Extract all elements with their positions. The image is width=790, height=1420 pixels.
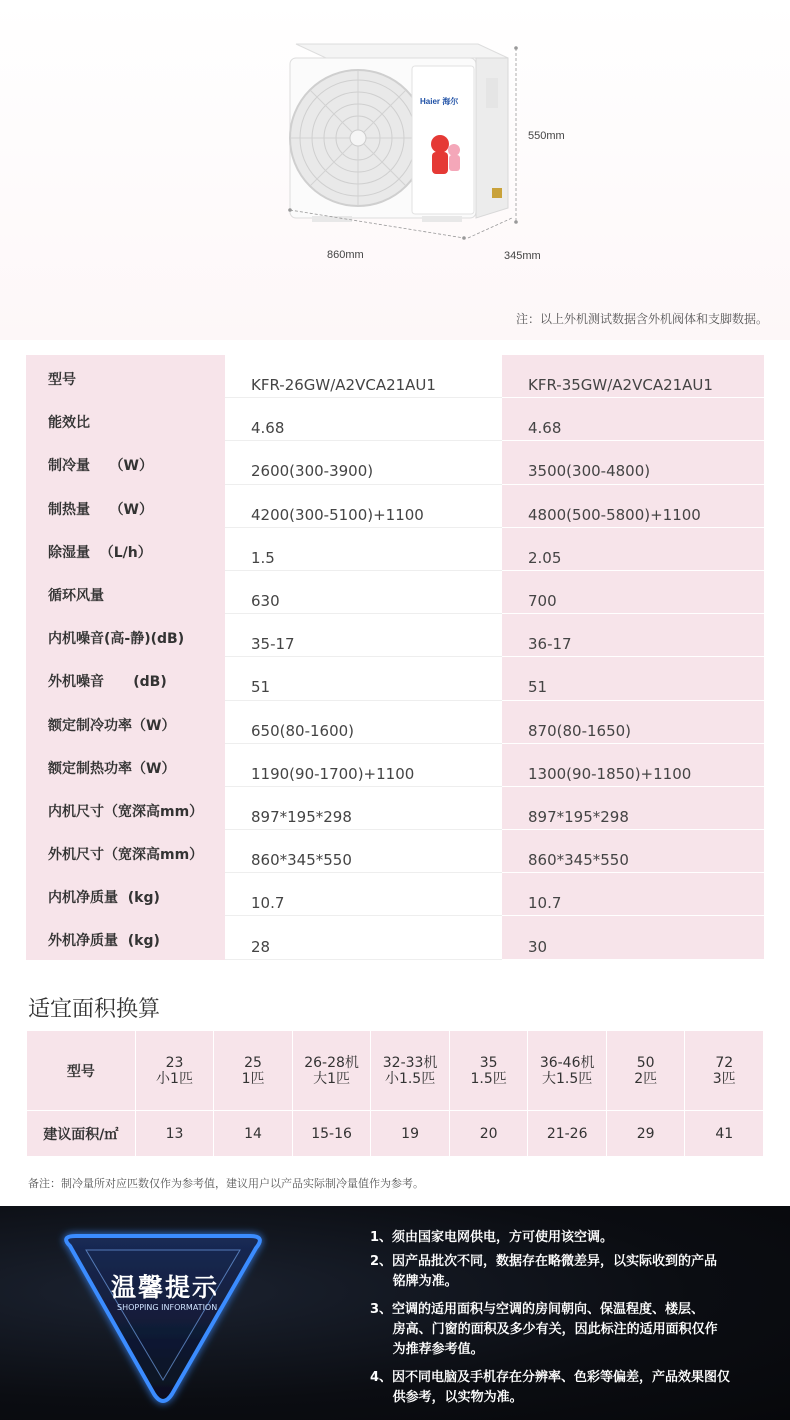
spec-value-model-a: 630	[225, 571, 502, 614]
spec-row	[26, 571, 764, 614]
spec-value-model-b: 4.68	[502, 398, 764, 441]
spec-value-model-b: KFR-35GW/A2VCA21AU1	[502, 355, 764, 398]
spec-value-model-b: 30	[502, 916, 764, 959]
spec-row	[26, 701, 764, 744]
area-value-cell: 21-26	[528, 1111, 607, 1157]
spec-value-model-a: 35-17	[225, 614, 502, 657]
spec-row	[26, 830, 764, 873]
spec-row	[26, 744, 764, 787]
spec-value-model-a: KFR-26GW/A2VCA21AU1	[225, 355, 502, 398]
spec-value-model-a: 1.5	[225, 528, 502, 571]
dim-height: 550mm	[528, 130, 565, 142]
spec-value-model-a: 1190(90-1700)+1100	[225, 744, 502, 787]
area-value-cell: 20	[449, 1111, 528, 1157]
spec-label: 除湿量 （L/h）	[26, 528, 225, 571]
spec-value-model-b: 860*345*550	[502, 830, 764, 873]
spec-label: 能效比	[26, 398, 225, 441]
spec-row	[26, 398, 764, 441]
spec-row	[26, 614, 764, 657]
tip-item: 2、因产品批次不同，数据存在略微差异，以实际收到的产品 铭牌为准。	[370, 1254, 718, 1289]
spec-label: 内机尺寸（宽深高mm）	[26, 787, 225, 830]
spec-value-model-b: 3500(300-4800)	[502, 441, 764, 484]
area-row-label: 型号	[27, 1031, 136, 1111]
tip-item: 1、须由国家电网供电，方可使用该空调。	[370, 1230, 614, 1245]
spec-value-model-b: 36-17	[502, 614, 764, 657]
spec-value-model-a: 4200(300-5100)+1100	[225, 485, 502, 528]
area-model-cell: 72 3匹	[685, 1031, 764, 1111]
spec-label: 循环风量	[26, 571, 225, 614]
spec-row	[26, 441, 764, 484]
area-value-cell: 15-16	[292, 1111, 371, 1157]
hero-note: 注：以上外机测试数据含外机阀体和支脚数据。	[515, 312, 768, 326]
area-model-cell: 50 2匹	[606, 1031, 685, 1111]
spec-label: 外机尺寸（宽深高mm）	[26, 830, 225, 873]
area-row-size	[27, 1111, 764, 1157]
spec-value-model-a: 2600(300-3900)	[225, 441, 502, 484]
spec-value-model-a: 650(80-1600)	[225, 701, 502, 744]
spec-label: 内机噪音(高-静)(dB)	[26, 614, 225, 657]
tips-title: 温馨提示	[111, 1273, 220, 1302]
spec-value-model-b: 10.7	[502, 873, 764, 916]
spec-value-model-b: 870(80-1650)	[502, 701, 764, 744]
spec-value-model-b: 700	[502, 571, 764, 614]
warm-tips-banner	[0, 1206, 790, 1420]
spec-value-model-a: 51	[225, 657, 502, 700]
spec-value-model-b: 897*195*298	[502, 787, 764, 830]
area-value-cell: 14	[214, 1111, 293, 1157]
spec-row	[26, 528, 764, 571]
spec-row	[26, 916, 764, 959]
spec-row	[26, 787, 764, 830]
spec-row	[26, 873, 764, 916]
area-table	[26, 1030, 764, 1157]
spec-label: 制热量 （W）	[26, 485, 225, 528]
spec-value-model-b: 4800(500-5800)+1100	[502, 485, 764, 528]
dimension-lines	[0, 0, 790, 300]
area-note: 备注：制冷量所对应匹数仅作为参考值，建议用户以产品实际制冷量值作为参考。	[28, 1177, 424, 1190]
spec-label: 外机净质量 (kg)	[26, 916, 225, 959]
spec-label: 内机净质量 (kg)	[26, 873, 225, 916]
spec-label: 外机噪音 (dB)	[26, 657, 225, 700]
area-value-cell: 13	[135, 1111, 214, 1157]
area-model-cell: 32-33机 小1.5匹	[371, 1031, 450, 1111]
area-row-label: 建议面积/㎡	[27, 1111, 136, 1157]
dim-depth: 345mm	[504, 250, 541, 262]
area-model-cell: 26-28机 大1匹	[292, 1031, 371, 1111]
spec-value-model-a: 897*195*298	[225, 787, 502, 830]
spec-value-model-b: 1300(90-1850)+1100	[502, 744, 764, 787]
tips-subtitle: SHOPPING INFORMATION	[117, 1303, 218, 1312]
tip-item: 3、空调的适用面积与空调的房间朝向、保温程度、楼层、 房高、门窗的面积及多少有关，因此标注的适用面积仅作 为推荐参考值。	[370, 1302, 718, 1357]
area-model-cell: 25 1匹	[214, 1031, 293, 1111]
spec-value-model-a: 860*345*550	[225, 830, 502, 873]
spec-label: 额定制冷功率（W）	[26, 701, 225, 744]
area-model-cell: 36-46机 大1.5匹	[528, 1031, 607, 1111]
spec-value-model-a: 4.68	[225, 398, 502, 441]
triangle-glow-icon	[56, 1224, 270, 1414]
area-value-cell: 29	[606, 1111, 685, 1157]
dim-width: 860mm	[327, 249, 364, 261]
tip-item: 4、因不同电脑及手机存在分辨率、色彩等偏差，产品效果图仅 供参考，以实物为准。	[370, 1370, 731, 1405]
spec-label: 制冷量 （W）	[26, 441, 225, 484]
area-value-cell: 19	[371, 1111, 450, 1157]
spec-label: 型号	[26, 355, 225, 398]
product-image-section	[0, 0, 790, 340]
brand-logo: Haier 海尔	[420, 97, 459, 106]
area-row-model	[27, 1031, 764, 1111]
spec-row	[26, 657, 764, 700]
area-title: 适宜面积换算	[28, 997, 161, 1022]
area-value-cell: 41	[685, 1111, 764, 1157]
spec-row	[26, 355, 764, 398]
spec-table	[26, 355, 764, 960]
spec-label: 额定制热功率（W）	[26, 744, 225, 787]
spec-value-model-b: 2.05	[502, 528, 764, 571]
spec-value-model-a: 10.7	[225, 873, 502, 916]
spec-row	[26, 485, 764, 528]
spec-value-model-b: 51	[502, 657, 764, 700]
spec-value-model-a: 28	[225, 916, 502, 959]
area-model-cell: 23 小1匹	[135, 1031, 214, 1111]
area-model-cell: 35 1.5匹	[449, 1031, 528, 1111]
